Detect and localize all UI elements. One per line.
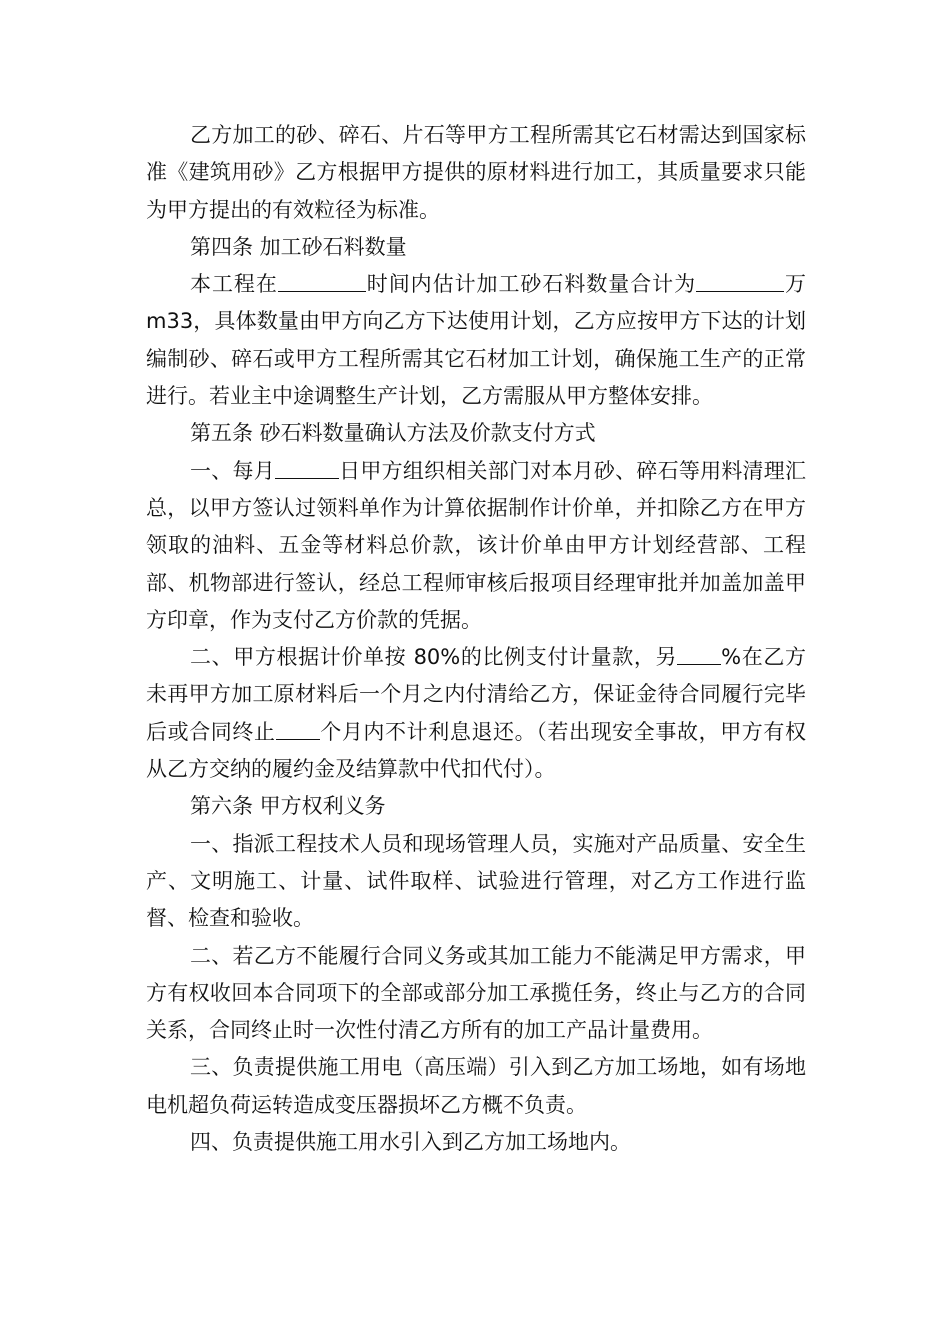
heading-text: 第六条 甲方权利义务 bbox=[190, 794, 386, 819]
heading-text: 第四条 加工砂石料数量 bbox=[190, 234, 407, 259]
paragraph-material-standard bbox=[146, 117, 806, 229]
blank-time-field bbox=[278, 270, 366, 292]
blank-quantity-field bbox=[696, 270, 784, 292]
article-5-heading bbox=[146, 415, 806, 452]
paragraph-water-supply bbox=[146, 1124, 806, 1161]
paragraph-monthly-settlement bbox=[146, 453, 806, 639]
paragraph-text: 二、甲方根据计价单按 80%的比例支付计量款，另 bbox=[190, 645, 678, 670]
paragraph-text: 万 m33，具体数量由甲方向乙方下达使用计划，乙方应按甲方下达的计划编制砂、碎石或甲方工程所需其它石材加工计划，确保施工生产的正常进行。若业主中途调整生产计划，乙方需服从甲方整体安排。 bbox=[146, 272, 807, 409]
paragraph-text: 乙方加工的砂、碎石、片石等甲方工程所需其它石材需达到国家标准《建筑用砂》乙方根据甲方提供的原材料进行加工，其质量要求只能为甲方提出的有效粒径为标准。 bbox=[146, 123, 806, 222]
paragraph-text: 四、负责提供施工用水引入到乙方加工场地内。 bbox=[190, 1130, 631, 1155]
paragraph-payment-ratio bbox=[146, 639, 806, 788]
blank-percent-field bbox=[677, 643, 721, 665]
heading-text: 第五条 砂石料数量确认方法及价款支付方式 bbox=[190, 421, 596, 446]
paragraph-text: 三、负责提供施工用电（高压端）引入到乙方加工场地，如有场地电机超负荷运转造成变压器损坏乙方概不负责。 bbox=[146, 1055, 806, 1117]
article-6-heading bbox=[146, 788, 806, 825]
paragraph-text: %在乙方未再甲方加工原材料后一个月之内付清给乙方，保证金待合同履行完毕后或合同终止 bbox=[146, 645, 806, 744]
paragraph-termination bbox=[146, 938, 806, 1050]
paragraph-text: 二、若乙方不能履行合同义务或其加工能力不能满足甲方需求，甲方有权收回本合同项下的全部或部分加工承揽任务，终止与乙方的合同关系，合同终止时一次性付清乙方所有的加工产品计量费用。 bbox=[146, 943, 806, 1043]
article-4-heading bbox=[146, 229, 806, 266]
paragraph-text: 日甲方组织相关部门对本月砂、碎石等用料清理汇总，以甲方签认过领料单作为计算依据制作计价单，并扣除乙方在甲方领取的油料、五金等材料总价款，该计价单由甲方计划经营部、工程部、机物部进行签认，经总工程师审核后报项目经理审批并加盖加盖甲方印章，作为支付乙方价款的凭据。 bbox=[146, 458, 807, 632]
paragraph-text: 一、指派工程技术人员和现场管理人员，实施对产品质量、安全生产、文明施工、计量、试件取样、试验进行管理，对乙方工作进行监督、检查和验收。 bbox=[146, 831, 806, 931]
blank-day-field bbox=[275, 457, 339, 479]
paragraph-text: 本工程在 bbox=[190, 272, 278, 297]
paragraph-power-supply bbox=[146, 1049, 806, 1124]
paragraph-text: 一、每月 bbox=[190, 458, 275, 483]
paragraph-text: 个月内不计利息退还。（若出现安全事故，甲方有权从乙方交纳的履约金及结算款中代扣代付）。 bbox=[146, 719, 807, 782]
paragraph-supervision bbox=[146, 826, 806, 938]
blank-months-field bbox=[276, 718, 320, 740]
document-body bbox=[146, 117, 806, 1161]
paragraph-text: 时间内估计加工砂石料数量合计为 bbox=[365, 272, 697, 297]
paragraph-quantity bbox=[146, 266, 806, 415]
